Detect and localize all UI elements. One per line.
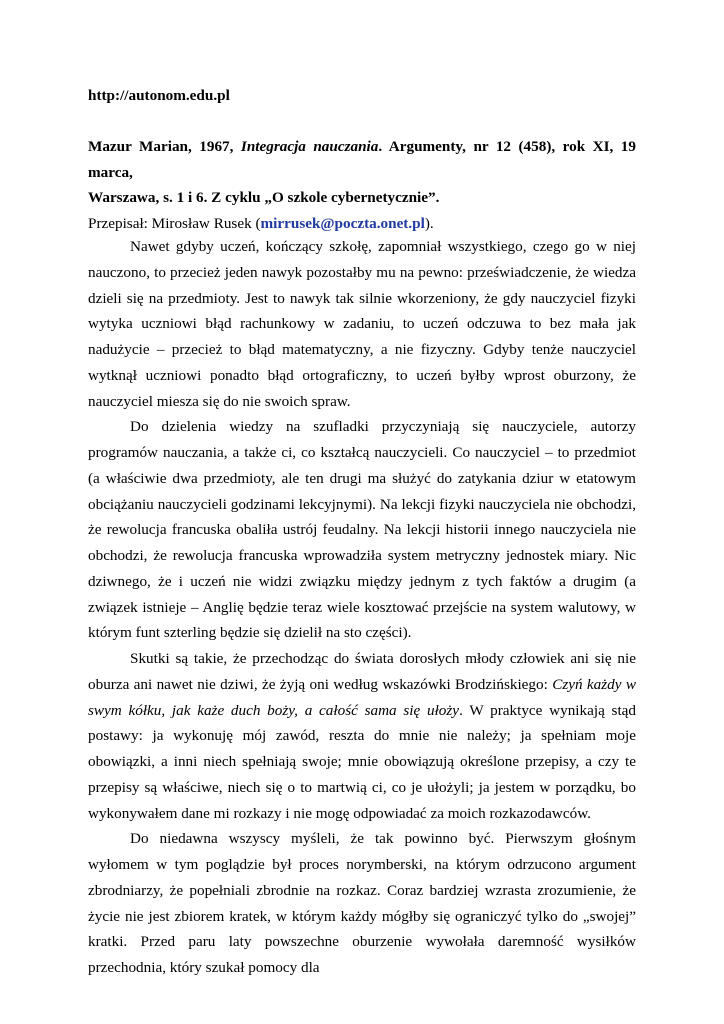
paragraph-3 [88,646,636,826]
source-url[interactable]: http://autonom.edu.pl [88,87,230,104]
email-link[interactable]: mirrusek@poczta.onet.pl [260,214,425,232]
paragraph-2: Do dzielenia wiedzy na szufladki przyczyniają się nauczyciele, autorzy programów nauczania, a także ci, co kształcą nauczycieli. Co nauczyciel – to przedmiot (a właściwie dwa przedmioty, ale ten drugi ma służyć do zatykania dziur w etatowym obciążaniu nauczycieli godzinami lekcyjnymi). Na lekcji fizyki nauczyciela nie obchodzi, że rewolucja francuska obaliła ustrój feudalny. Na lekcji historii innego nauczyciela nie obchodzi, że rewolucja francuska wprowadziła system metryczny jednostek miary. Nic dziwnego, że i uczeń nie widzi związku między jednym z tych faktów a drugim (a związek istnieje – Anglię będzie teraz wiele kosztować przejście na system walutowy, w którym funt szterling będzie się dzielił na sto części). [88,418,636,642]
citation-block [88,134,636,236]
paragraph-4: Do niedawna wszyscy myśleli, że tak powinno być. Pierwszym głośnym wyłomem w tym poglądzie był proces norymberski, na którym odrzucono argument zbrodniarzy, że popełniali zbrodnie na rozkaz. Coraz bardziej wzrasta zrozumienie, że życie nie jest zbiorem kratek, w którym każdy mógłby się ograniczyć tylko do „swojej” kratki. Przed paru laty powszechne oburzenie wywołała daremność wysiłków przechodnia, który szukał pomocy dla [88,830,636,976]
citation-details-1: . Argumenty, nr 12 (458), rok XI, 19 marca, [88,138,636,181]
paragraph-3-after: . W praktyce wynikają stąd postawy: ja wykonuję mój zawód, reszta do mnie nie należy; ja spełniam moje obowiązki, a inni niech spełniają swoje; mnie obowiązują określone przepisy, a czy te przepisy są właściwe, niech się o to martwią ci, co je ułożyli; ja jestem w porządku, bo wykonywałem dane mi rozkazy i nie mogę odpowiadać za moich rozkazodawców. [88,701,637,822]
paragraph-3-before: Skutki są takie, że przechodząc do świata dorosłych młody człowiek ani się nie oburza ani nawet nie dziwi, że żyją oni według wskazówki Brodzińskiego: [88,650,636,693]
citation-title: Integracja nauczania [240,138,379,155]
citation-line-1 [88,134,636,185]
transcriber-line [88,211,636,237]
paragraph-1: Nawet gdyby uczeń, kończący szkołę, zapomniał wszystkiego, czego go w niej nauczono, to przecież jeden nawyk pozostałby mu na pewno: przeświadczenie, że wiedza dzieli się na przedmioty. Jest to nawyk tak silnie wkorzeniony, że gdy nauczyciel fizyki wytyka uczniowi błąd rachunkowy w zadaniu, to uczeń odczuwa to bez mała jak nadużycie – przecież to błąd matematyczny, a nie fizyczny. Gdyby tenże nauczyciel wytknął uczniowi ponadto błąd ortograficzny, to uczeń byłby wprost oburzony, że nauczyciel miesza się do nie swoich spraw. [88,238,636,410]
transcriber-suffix: ). [424,214,434,232]
citation-details-2: Warszawa, s. 1 i 6. Z cyklu „O szkole cybernetycznie”. [88,189,440,206]
article-body [88,234,636,981]
citation-author-year: Mazur Marian, 1967, [88,138,241,155]
transcriber-prefix: Przepisał: Mirosław Rusek ( [88,214,261,232]
brodzinski-quote: Czyń każdy w swym kółku, jak każe duch boży, a całość sama się ułoży [88,675,636,719]
